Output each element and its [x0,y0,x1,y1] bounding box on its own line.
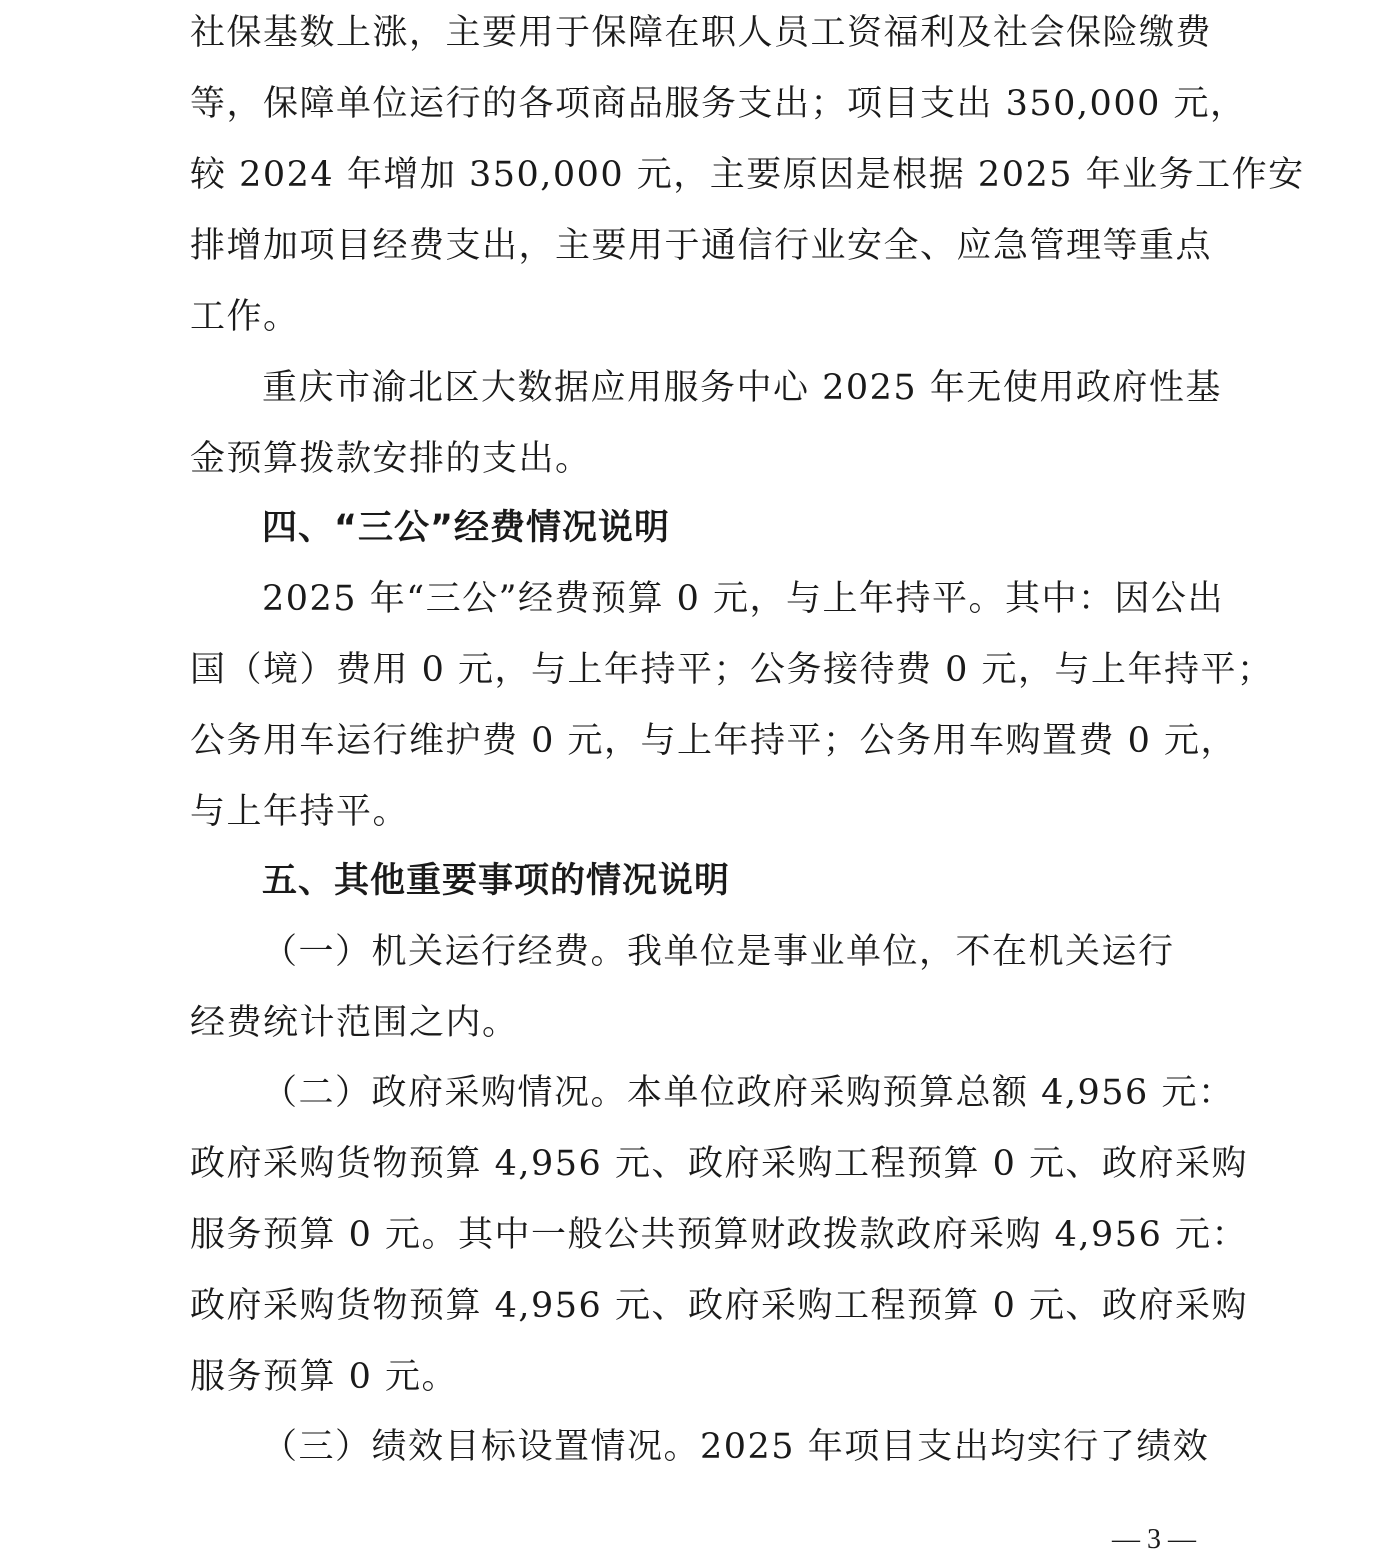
paragraph-line: 与上年持平。 [190,792,410,832]
paragraph-line: 服务预算 0 元。其中一般公共预算财政拨款政府采购 4,956 元： [190,1215,1248,1255]
paragraph-line: 等，保障单位运行的各项商品服务支出；项目支出 350,000 元， [190,84,1247,124]
paragraph-line: 重庆市渝北区大数据应用服务中心 2025 年无使用政府性基 [262,368,1222,408]
paragraph-line: （三）绩效目标设置情况。2025 年项目支出均实行了绩效 [262,1427,1210,1467]
page-number: — 3 — [1112,1524,1196,1555]
paragraph-line: 金预算拨款安排的支出。 [190,439,592,479]
paragraph-line: 国（境）费用 0 元，与上年持平；公务接待费 0 元，与上年持平； [190,650,1274,690]
paragraph-line: 公务用车运行维护费 0 元，与上年持平；公务用车购置费 0 元， [190,721,1238,761]
section-heading-other-matters: 五、其他重要事项的情况说明 [262,861,731,901]
paragraph-line: （二）政府采购情况。本单位政府采购预算总额 4,956 元： [262,1073,1235,1113]
paragraph-line: 工作。 [190,297,300,337]
paragraph-line: 社保基数上涨，主要用于保障在职人员工资福利及社会保险缴费 [190,13,1213,53]
paragraph-line: 政府采购货物预算 4,956 元、政府采购工程预算 0 元、政府采购 [190,1144,1248,1184]
paragraph-line: 较 2024 年增加 350,000 元，主要原因是根据 2025 年业务工作安 [190,155,1305,195]
paragraph-line: 排增加项目经费支出，主要用于通信行业安全、应急管理等重点 [190,226,1213,266]
paragraph-line: 服务预算 0 元。 [190,1357,459,1397]
paragraph-line: 政府采购货物预算 4,956 元、政府采购工程预算 0 元、政府采购 [190,1286,1248,1326]
section-heading-three-public: 四、“三公”经费情况说明 [262,508,671,548]
paragraph-line: 2025 年“三公”经费预算 0 元，与上年持平。其中：因公出 [262,579,1225,619]
paragraph-line: 经费统计范围之内。 [190,1003,519,1043]
paragraph-line: （一）机关运行经费。我单位是事业单位，不在机关运行 [262,932,1175,972]
